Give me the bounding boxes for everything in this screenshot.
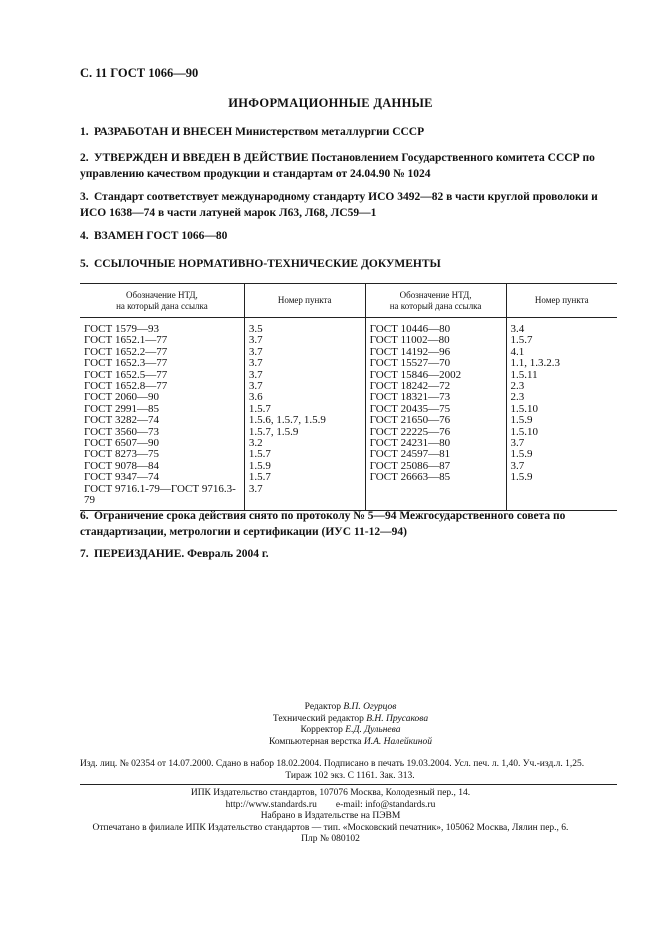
- item-text: Стандарт соответствует международному стандарту ИСО 3492—82 в части круглой проволоки и ИСО 1638—74 в части латуней марок Л63, Л68, ЛС59—1: [80, 191, 598, 219]
- item-7: [80, 546, 620, 562]
- table-row: [80, 449, 617, 460]
- point-number: 1.5.7, 1.5.9: [244, 427, 365, 438]
- item-lead: УТВЕРЖДЕН И ВВЕДЕН В ДЕЙСТВИЕ: [94, 152, 309, 164]
- point-number: 1.1, 1.3.2.3: [510, 357, 561, 370]
- doc-designation: ГОСТ 1652.2—77: [80, 347, 244, 358]
- item-number: 1.: [80, 126, 89, 138]
- item-lead: РАЗРАБОТАН И ВНЕСЕН: [94, 126, 233, 138]
- doc-designation: ГОСТ 24597—81: [365, 449, 506, 460]
- doc-designation: ГОСТ 20435—75: [365, 404, 506, 415]
- item-number: 5.: [80, 258, 89, 270]
- credit-layout: Компьютерная верстка И.А. Налейкиной: [269, 736, 432, 747]
- point-number: 1.5.9: [244, 461, 365, 472]
- point-number: 1.5.9: [510, 471, 533, 484]
- item-text: Постановлением Государственного комитета СССР по управлению качеством продукции и стандартам от 24.04.90 № 1024: [80, 152, 595, 180]
- credit-tech-editor: Технический редактор В.Н. Прусакова: [272, 713, 429, 724]
- item-text: Министерством металлургии СССР: [232, 126, 425, 138]
- table-row: [80, 484, 617, 510]
- reference-documents-table: [80, 283, 617, 511]
- doc-designation: ГОСТ 9347—74: [80, 472, 244, 483]
- page-title: ИНФОРМАЦИОННЫЕ ДАННЫЕ: [228, 96, 433, 110]
- doc-designation: ГОСТ 11002—80: [365, 335, 506, 346]
- point-number: 3.7: [244, 347, 365, 358]
- doc-designation: ГОСТ 1652.5—77: [80, 370, 244, 381]
- credits-block: [0, 702, 661, 748]
- table-row: [80, 461, 617, 472]
- table-row: [80, 358, 617, 369]
- point-number: 1.5.7: [244, 472, 365, 483]
- doc-designation: ГОСТ 1652.1—77: [80, 335, 244, 346]
- page-header: С. 11 ГОСТ 1066—90: [80, 66, 199, 80]
- point-number: 3.5: [244, 324, 365, 335]
- item-number: 6.: [80, 510, 89, 522]
- doc-designation: ГОСТ 26663—85: [365, 472, 506, 483]
- doc-designation: ГОСТ 1652.3—77: [80, 358, 244, 369]
- point-number: 1.5.7: [244, 404, 365, 415]
- point-number: 2.3: [510, 380, 525, 393]
- doc-designation: ГОСТ 1652.8—77: [80, 381, 244, 392]
- table-row: [80, 415, 617, 426]
- doc-designation: ГОСТ 15846—2002: [365, 370, 506, 381]
- point-number: 1.5.6, 1.5.7, 1.5.9: [244, 415, 365, 426]
- doc-designation: ГОСТ 6507—90: [80, 438, 244, 449]
- item-2: [80, 150, 620, 182]
- publisher-line-2: http://www.standards.ru e-mail: info@standards.ru: [225, 799, 436, 810]
- point-number: 1.5.7: [244, 449, 365, 460]
- publisher-line-4: Отпечатано в филиале ИПК Издательство стандартов — тип. «Московский печатник», 105062 Москва, Лялин пер., 6.: [92, 822, 569, 833]
- point-number: 3.7: [244, 370, 365, 381]
- table-row: [80, 438, 617, 449]
- item-5: [80, 256, 620, 272]
- item-1: [80, 124, 620, 140]
- point-number: 3.7: [244, 484, 365, 510]
- header-point-right: Номер пункта: [506, 284, 617, 318]
- doc-designation: ГОСТ 15527—70: [365, 358, 506, 369]
- point-number: 3.7: [244, 358, 365, 369]
- doc-designation: ГОСТ 3282—74: [80, 415, 244, 426]
- doc-designation: ГОСТ 8273—75: [80, 449, 244, 460]
- doc-designation: ГОСТ 18242—72: [365, 381, 506, 392]
- point-number: 3.7: [510, 437, 525, 450]
- item-lead: ВЗАМЕН ГОСТ 1066—80: [94, 230, 228, 242]
- doc-designation: ГОСТ 24231—80: [365, 438, 506, 449]
- doc-designation: ГОСТ 1579—93: [80, 324, 244, 335]
- publisher-block: [0, 788, 661, 846]
- doc-designation: ГОСТ 18321—73: [365, 392, 506, 403]
- point-number: 3.2: [244, 438, 365, 449]
- doc-designation: ГОСТ 21650—76: [365, 415, 506, 426]
- doc-designation: [365, 484, 506, 510]
- point-number: 3.6: [244, 392, 365, 403]
- header-doc-left: Обозначение НТД, на который дана ссылка: [80, 284, 244, 318]
- doc-designation: ГОСТ 25086—87: [365, 461, 506, 472]
- header-doc-right: Обозначение НТД, на который дана ссылка: [365, 284, 506, 318]
- point-number: 2.3: [510, 391, 525, 404]
- point-number: 1.5.7: [510, 334, 533, 347]
- imprint-line-1: Изд. лиц. № 02354 от 14.07.2000. Сдано в набор 18.02.2004. Подписано в печать 19.03.2004. Усл. печ. л. 1,40. Уч.-изд.л. 1,25.: [80, 759, 585, 769]
- doc-designation: ГОСТ 9716.1-79—ГОСТ 9716.3-79: [80, 484, 244, 510]
- credit-proofreader: Корректор Е.Д. Дульнева: [300, 725, 401, 735]
- point-number: 3.7: [244, 335, 365, 346]
- point-number: 4.1: [510, 345, 525, 358]
- item-number: 2.: [80, 152, 89, 164]
- point-number: 3.7: [510, 459, 525, 472]
- publisher-line-1: ИПК Издательство стандартов, 107076 Москва, Колодезный пер., 14.: [190, 788, 471, 798]
- table-row: [80, 404, 617, 415]
- imprint-block: [80, 758, 620, 782]
- item-number: 4.: [80, 230, 89, 242]
- point-number: 3.4: [510, 323, 525, 335]
- point-number: 3.7: [244, 381, 365, 392]
- point-number: 1.5.9: [510, 448, 533, 461]
- doc-designation: ГОСТ 10446—80: [365, 324, 506, 335]
- doc-designation: ГОСТ 2991—85: [80, 404, 244, 415]
- item-text: Ограничение срока действия снято по протоколу № 5—94 Межгосударственного совета по стандартизации, метрологии и сертификации (ИУС 11-12—94): [80, 510, 566, 538]
- item-4: [80, 228, 620, 244]
- table-row: [80, 427, 617, 438]
- doc-designation: ГОСТ 9078—84: [80, 461, 244, 472]
- divider: [80, 784, 617, 785]
- point-number: 1.5.10: [510, 402, 539, 415]
- credit-editor: Редактор В.П. Огурцов: [304, 702, 397, 712]
- point-number: 1.5.10: [510, 425, 539, 438]
- item-text: ПЕРЕИЗДАНИЕ. Февраль 2004 г.: [94, 548, 269, 560]
- imprint-line-2: Тираж 102 экз. С 1161. Зак. 313.: [285, 771, 415, 781]
- point-number: [506, 484, 617, 510]
- item-3: [80, 189, 620, 221]
- doc-designation: ГОСТ 22225—76: [365, 427, 506, 438]
- publisher-line-5: Плр № 080102: [301, 834, 360, 844]
- doc-designation: ГОСТ 14192—96: [365, 347, 506, 358]
- item-6: [80, 508, 620, 540]
- publisher-line-3: Набрано в Издательстве на ПЭВМ: [260, 811, 401, 821]
- table-row: [80, 381, 617, 392]
- table-row: [80, 472, 617, 483]
- item-number: 7.: [80, 548, 89, 560]
- point-number: 1.5.11: [510, 368, 538, 381]
- item-number: 3.: [80, 191, 89, 203]
- header-point-left: Номер пункта: [244, 284, 365, 318]
- doc-designation: ГОСТ 3560—73: [80, 427, 244, 438]
- item-lead: ССЫЛОЧНЫЕ НОРМАТИВНО-ТЕХНИЧЕСКИЕ ДОКУМЕНТЫ: [94, 258, 441, 270]
- doc-designation: ГОСТ 2060—90: [80, 392, 244, 403]
- point-number: 1.5.9: [510, 414, 533, 427]
